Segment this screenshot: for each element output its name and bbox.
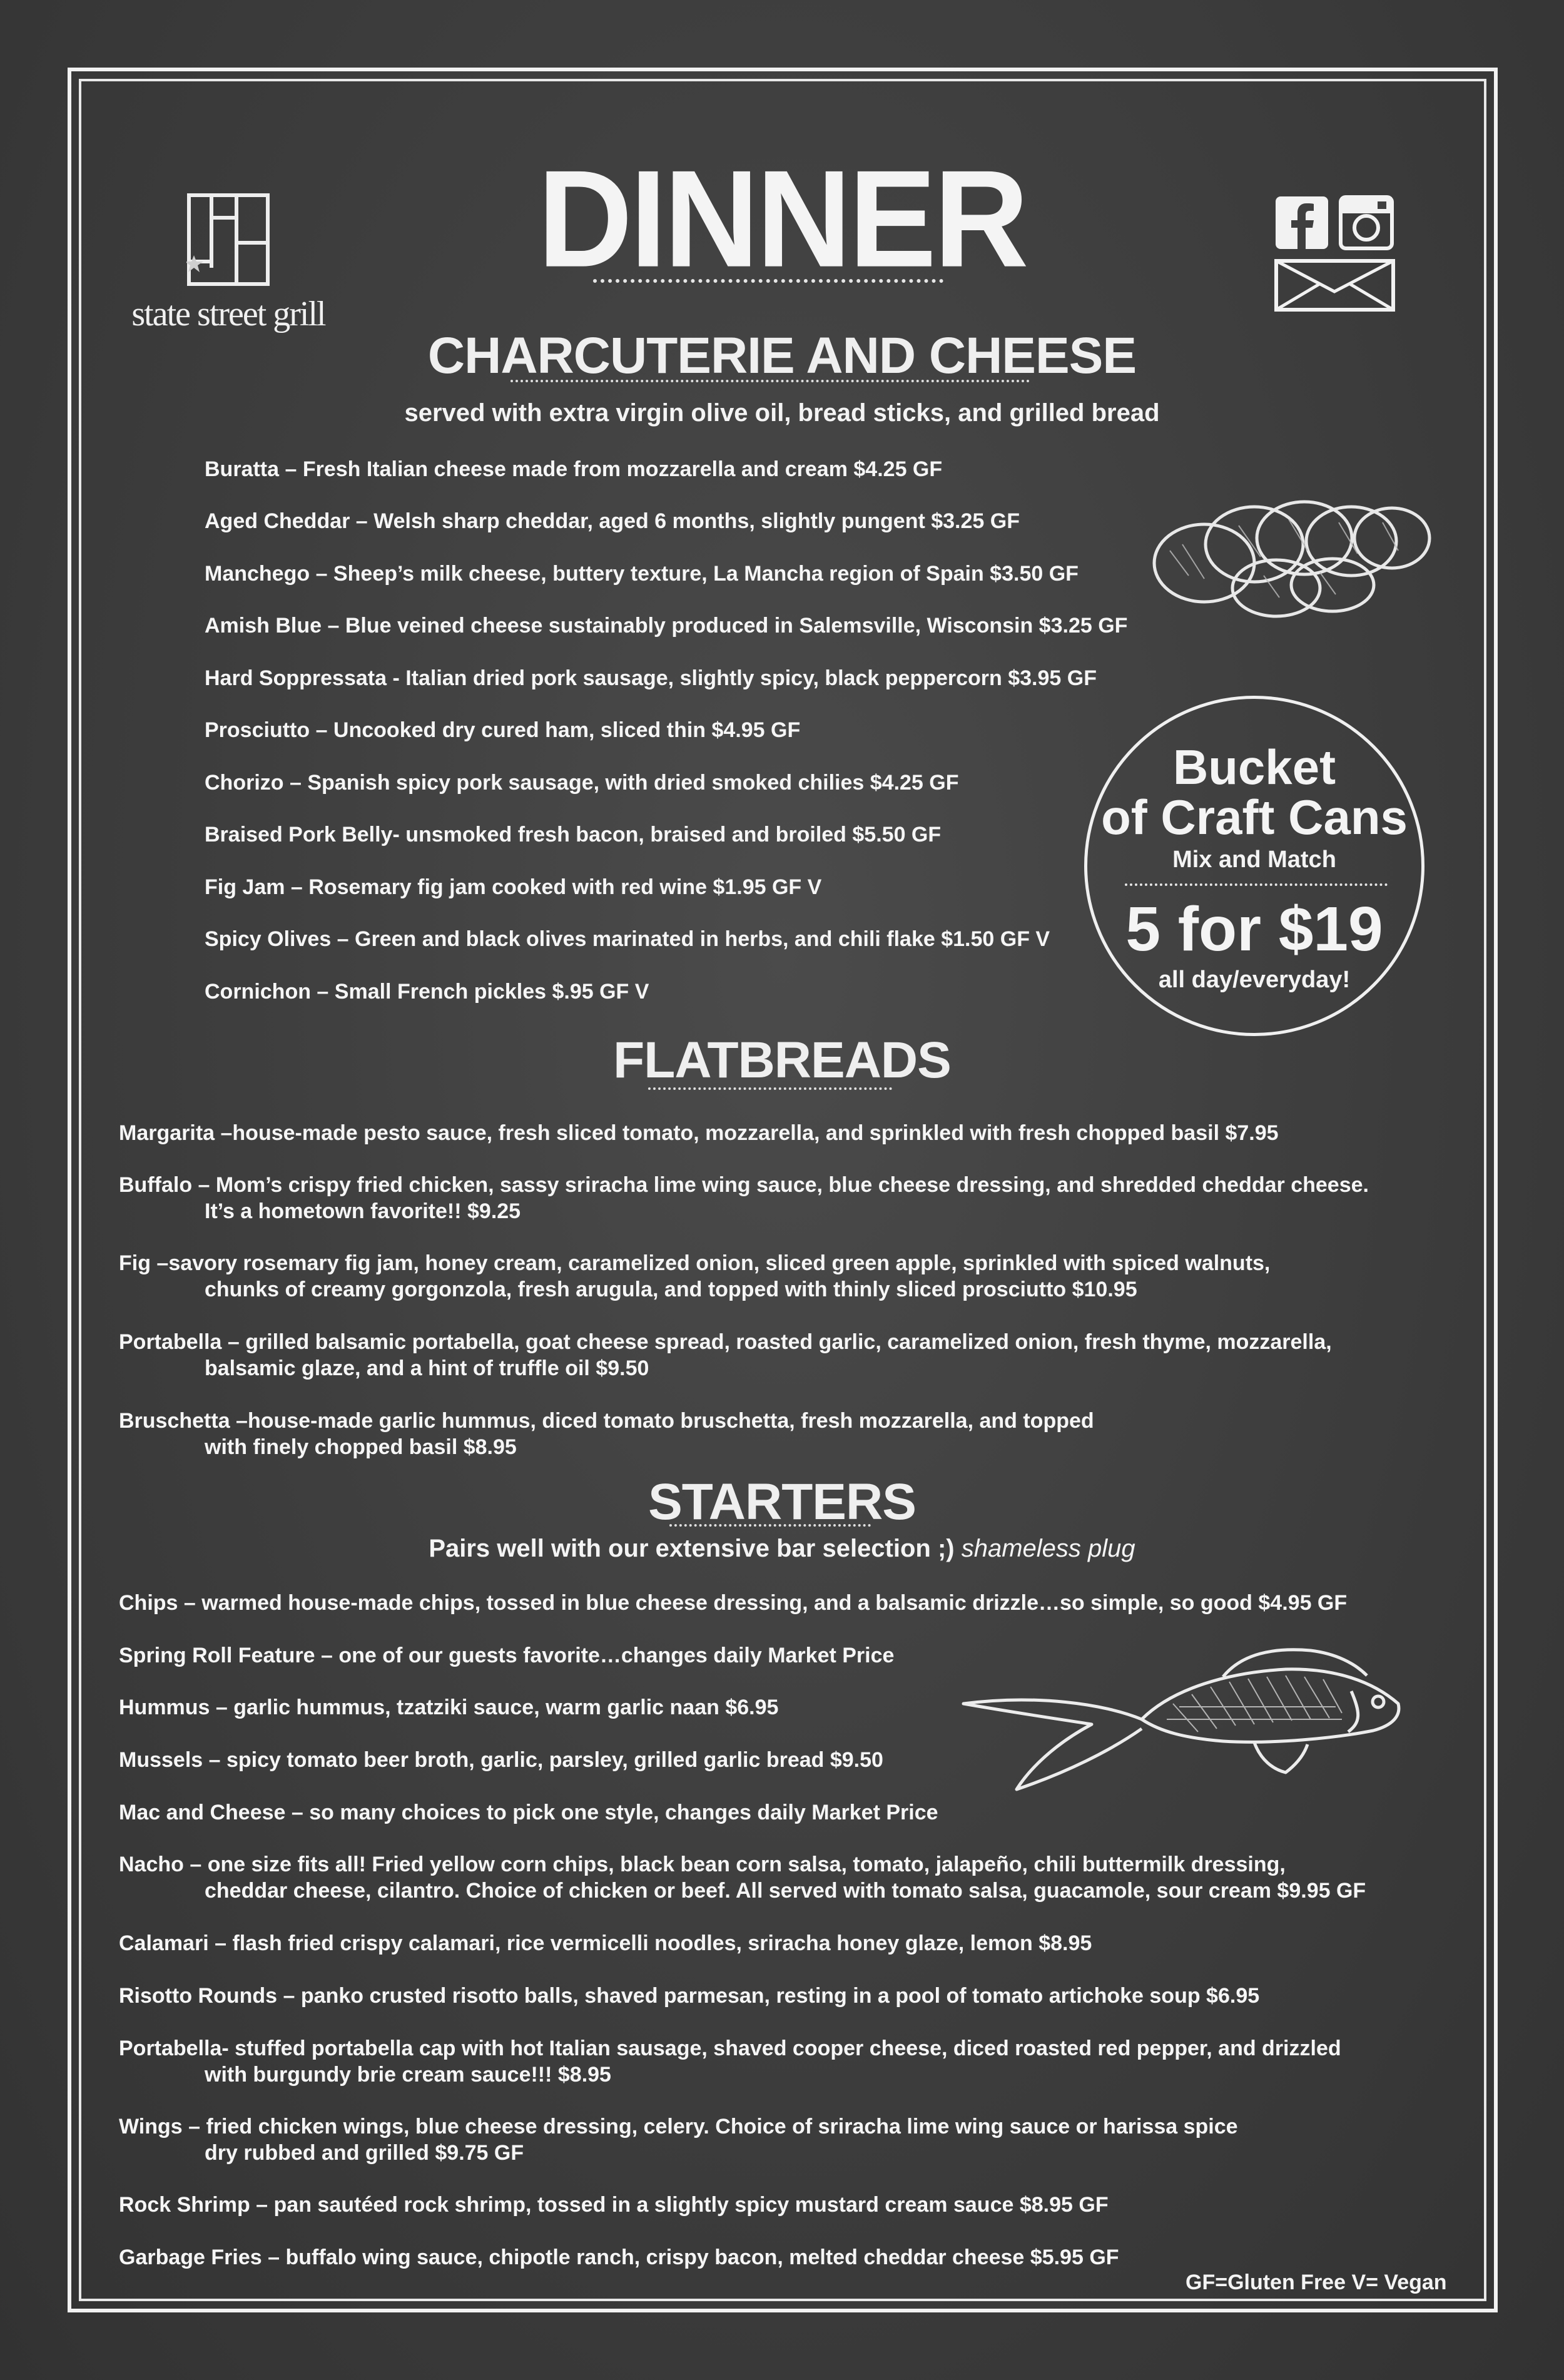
menu-item bbox=[119, 1329, 1332, 1381]
starters-heading-underline bbox=[669, 1524, 871, 1527]
title-underline bbox=[593, 279, 943, 283]
flatbreads-heading: FLATBREADS bbox=[613, 1032, 951, 1089]
email-icon[interactable] bbox=[1274, 259, 1395, 312]
menu-item-line: Hummus – garlic hummus, tzatziki sauce, warm garlic naan $6.95 bbox=[119, 1696, 779, 1719]
menu-item bbox=[119, 1694, 778, 1721]
badge-price: 5 for $19 bbox=[1125, 894, 1383, 964]
menu-item: Chorizo – Spanish spicy pork sausage, with dried smoked chilies $4.25 GF bbox=[205, 771, 959, 795]
menu-item bbox=[119, 1120, 1279, 1146]
fish-illustration-icon bbox=[960, 1644, 1408, 1791]
menu-item: Amish Blue – Blue veined cheese sustainably produced in Salemsville, Wisconsin $3.25 GF bbox=[205, 614, 1128, 638]
menu-item: Manchego – Sheep’s milk cheese, buttery texture, La Mancha region of Spain $3.50 GF bbox=[205, 562, 1079, 586]
bread-illustration-icon bbox=[1145, 469, 1439, 626]
menu-item-line: Mussels – spicy tomato beer broth, garlic, parsley, grilled garlic bread $9.50 bbox=[119, 1748, 883, 1772]
menu-item-line-2: It’s a hometown favorite!! $9.25 bbox=[205, 1199, 521, 1223]
badge-line-2: of Craft Cans bbox=[1101, 790, 1408, 845]
menu-item-line: Calamari – flash fried crispy calamari, rice vermicelli noodles, sriracha honey glaze, lemon $8.95 bbox=[119, 1931, 1092, 1955]
menu-item-line-2: cheddar cheese, cilantro. Choice of chicken or beef. All served with tomato salsa, guacamole, sour cream $9.95 GF bbox=[205, 1879, 1366, 1903]
menu-item-line: Bruschetta –house-made garlic hummus, diced tomato bruschetta, fresh mozzarella, and topped bbox=[119, 1409, 1094, 1433]
menu-item: Braised Pork Belly- unsmoked fresh bacon, braised and broiled $5.50 GF bbox=[205, 823, 942, 847]
badge-divider bbox=[1125, 883, 1388, 886]
menu-item: Cornichon – Small French pickles $.95 GF V bbox=[205, 980, 649, 1004]
menu-item-line: Chips – warmed house-made chips, tossed in blue cheese dressing, and a balsamic drizzle…so simple, so good $4.95 GF bbox=[119, 1591, 1348, 1615]
menu-item-line: Risotto Rounds – panko crusted risotto balls, shaved parmesan, resting in a pool of tomato artichoke soup $6.95 bbox=[119, 1984, 1260, 2008]
menu-item-line: Portabella- stuffed portabella cap with hot Italian sausage, shaved cooper cheese, diced roasted red pepper, and drizzled bbox=[119, 2037, 1341, 2060]
starters-heading: STARTERS bbox=[648, 1473, 916, 1530]
menu-item bbox=[119, 1642, 894, 1669]
menu-item-line: Spring Roll Feature – one of our guests favorite…changes daily Market Price bbox=[119, 1644, 895, 1667]
menu-item-line: Margarita –house-made pesto sauce, fresh sliced tomato, mozzarella, and sprinkled with fresh chopped basil $7.95 bbox=[119, 1121, 1279, 1145]
menu-item-line-2: balsamic glaze, and a hint of truffle oil $9.50 bbox=[205, 1356, 649, 1380]
menu-item-line: Portabella – grilled balsamic portabella, goat cheese spread, roasted garlic, caramelized onion, fresh thyme, mozzarella, bbox=[119, 1330, 1332, 1354]
menu-item bbox=[119, 1747, 883, 1773]
menu-item-line: Wings – fried chicken wings, blue cheese dressing, celery. Choice of sriracha lime wing sauce or harissa spice bbox=[119, 2115, 1238, 2138]
menu-item: Prosciutto – Uncooked dry cured ham, sliced thin $4.95 GF bbox=[205, 718, 801, 742]
charcuterie-heading: CHARCUTERIE AND CHEESE bbox=[427, 327, 1137, 384]
menu-item bbox=[119, 1799, 938, 1826]
menu-item bbox=[119, 2035, 1341, 2088]
badge-line-1: Bucket bbox=[1172, 740, 1336, 795]
starters-subheading-plug: shameless plug bbox=[961, 1535, 1135, 1562]
page-title: DINNER bbox=[537, 141, 1027, 296]
menu-item-line: Buffalo – Mom’s crispy fried chicken, sassy sriracha lime wing sauce, blue cheese dressing, and shredded cheddar cheese. bbox=[119, 1173, 1369, 1197]
menu-item-line: Mac and Cheese – so many choices to pick one style, changes daily Market Price bbox=[119, 1801, 938, 1824]
menu-item: Aged Cheddar – Welsh sharp cheddar, aged 6 months, slightly pungent $3.25 GF bbox=[205, 509, 1020, 533]
menu-item bbox=[119, 2192, 1109, 2218]
charcuterie-subheading: served with extra virgin olive oil, bread sticks, and grilled bread bbox=[404, 399, 1160, 427]
menu-item-line-2: dry rubbed and grilled $9.75 GF bbox=[205, 2141, 524, 2165]
menu-item-line-2: with finely chopped basil $8.95 bbox=[205, 1435, 517, 1459]
menu-item-line: Garbage Fries – buffalo wing sauce, chipotle ranch, crispy bacon, melted cheddar cheese $5.95 GF bbox=[119, 2245, 1119, 2269]
menu-item: Fig Jam – Rosemary fig jam cooked with red wine $1.95 GF V bbox=[205, 875, 822, 899]
menu-item-line: Fig –savory rosemary fig jam, honey cream, caramelized onion, sliced green apple, sprinkled with spiced walnuts, bbox=[119, 1251, 1271, 1275]
starters-subheading-text: Pairs well with our extensive bar selection ;) bbox=[429, 1535, 955, 1562]
menu-item bbox=[119, 1590, 1347, 1616]
menu-item bbox=[119, 1172, 1369, 1224]
menu-item-line-2: chunks of creamy gorgonzola, fresh arugula, and topped with thinly sliced prosciutto $10.95 bbox=[205, 1278, 1137, 1301]
facebook-icon[interactable] bbox=[1274, 195, 1329, 250]
craft-cans-promo-badge bbox=[1084, 696, 1424, 1036]
menu-item bbox=[119, 1408, 1094, 1460]
menu-item bbox=[119, 1983, 1259, 2009]
menu-item bbox=[119, 1851, 1366, 1904]
menu-item bbox=[119, 1930, 1092, 1956]
menu-item bbox=[119, 2244, 1119, 2271]
charcuterie-heading-underline bbox=[510, 380, 1030, 382]
dietary-legend: GF=Gluten Free V= Vegan bbox=[1186, 2271, 1447, 2294]
brand-name: state street grill bbox=[131, 295, 325, 333]
menu-item bbox=[119, 1250, 1270, 1303]
badge-line-3: Mix and Match bbox=[1172, 847, 1336, 873]
badge-line-5: all day/everyday! bbox=[1158, 967, 1351, 993]
instagram-icon[interactable] bbox=[1339, 195, 1394, 250]
starters-subheading bbox=[0, 1536, 1564, 1561]
menu-item bbox=[119, 2113, 1238, 2166]
menu-item-line: Nacho – one size fits all! Fried yellow corn chips, black bean corn salsa, tomato, jalapeño, chili buttermilk dressing, bbox=[119, 1853, 1286, 1876]
menu-item: Hard Soppressata - Italian dried pork sausage, slightly spicy, black peppercorn $3.95 GF bbox=[205, 666, 1097, 690]
flatbreads-heading-underline bbox=[648, 1087, 892, 1090]
menu-item-line-2: with burgundy brie cream sauce!!! $8.95 bbox=[205, 2063, 611, 2087]
menu-item: Buratta – Fresh Italian cheese made from mozzarella and cream $4.25 GF bbox=[205, 457, 943, 481]
menu-item-line: Rock Shrimp – pan sautéed rock shrimp, tossed in a slightly spicy mustard cream sauce $8.95 GF bbox=[119, 2193, 1109, 2217]
menu-item: Spicy Olives – Green and black olives marinated in herbs, and chili flake $1.50 GF V bbox=[205, 927, 1050, 951]
